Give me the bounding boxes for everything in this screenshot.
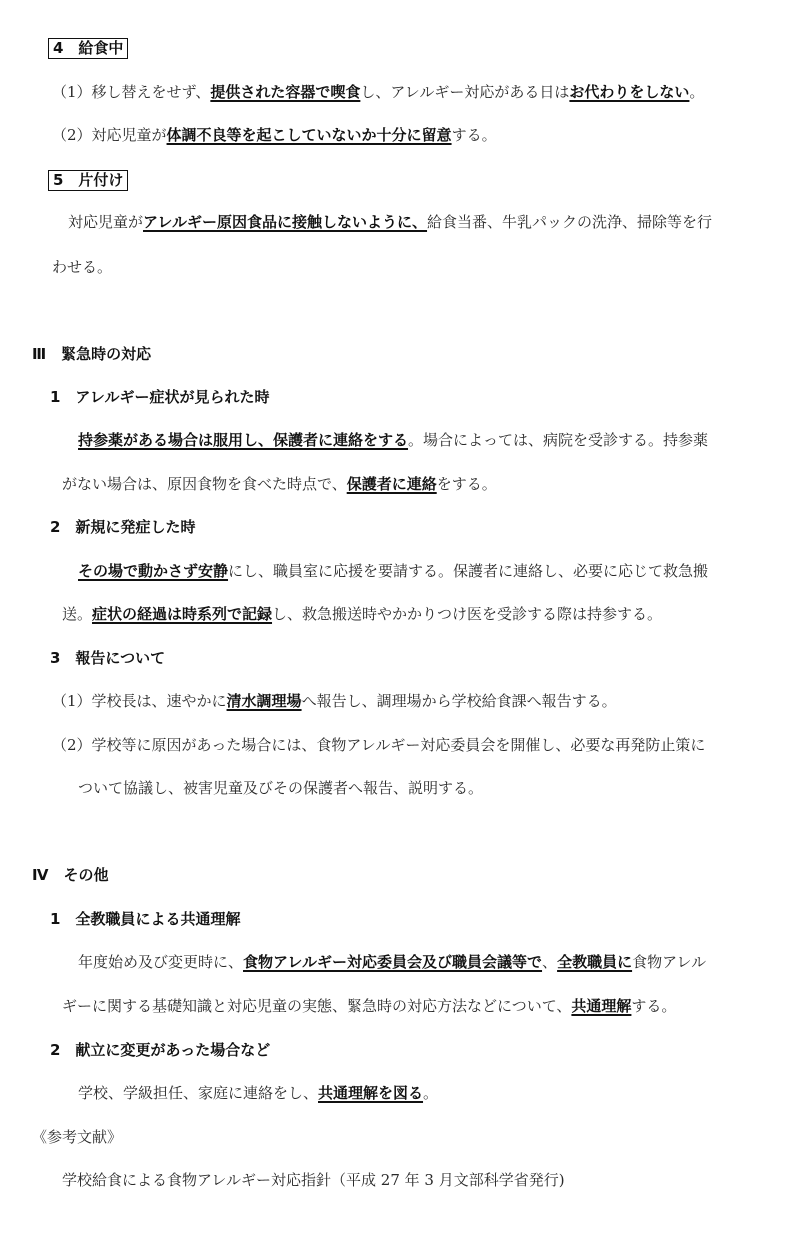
underlined-text: その場で動かさず安静 [78,562,229,580]
underlined-text: 提供された容器で喫食 [210,83,361,101]
chapter-3-sub-2-line-1 [78,561,708,581]
section-4-item-1 [52,82,704,102]
section-4-heading-box: 4 給食中 [48,38,128,59]
underlined-text: 共通理解 [571,997,632,1015]
chapter-4-sub-1-line-1 [78,952,706,972]
text: （2）対応児童が [52,126,167,144]
text: 。 [689,83,705,101]
text: する。 [451,126,497,144]
chapter-3-sub-1-line-2 [62,474,497,494]
chapter-4-sub-2-heading: 2 献立に変更があった場合など [50,1041,271,1059]
text: 学校、学級担任、家庭に連絡をし、 [78,1084,319,1102]
text: 送。 [62,605,93,623]
text: 年度始め及び変更時に、 [78,953,244,971]
underlined-text: お代わりをしない [569,83,690,101]
references-heading: 《参考文献》 [32,1128,123,1146]
chapter-3-heading: Ⅲ 緊急時の対応 [32,345,152,363]
text: をする。 [436,475,497,493]
text: （1）学校長は、速やかに [52,692,227,710]
underlined-text: 保護者に連絡 [346,475,437,493]
underlined-text: 症状の経過は時系列で記録 [92,605,273,623]
text: にし、職員室に応援を要請する。保護者に連絡し、必要に応じて救急搬 [228,562,709,580]
section-5-heading-box: 5 片付け [48,170,128,191]
chapter-3-sub-3-item-2-line-2: ついて協議し、被害児童及びその保護者へ報告、説明する。 [78,779,484,797]
text: へ報告し、調理場から学校給食課へ報告する。 [301,692,617,710]
section-4-item-2 [52,125,497,145]
text: ギーに関する基礎知識と対応児童の実態、緊急時の対応方法などについて、 [62,997,572,1015]
text: し、アレルギー対応がある日は [360,83,570,101]
chapter-3-sub-1-line-1 [78,430,708,450]
text: し、救急搬送時やかかりつけ医を受診する際は持参する。 [272,605,663,623]
chapter-3-sub-2-heading: 2 新規に発症した時 [50,518,196,536]
chapter-3-sub-3-item-1 [52,691,617,711]
text: 。 [423,1084,439,1102]
chapter-3-sub-1-heading: 1 アレルギー症状が見られた時 [50,388,270,406]
text: がない場合は、原因食物を食べた時点で、 [62,475,347,493]
text: 、 [542,953,558,971]
references-item: 学校給食による食物アレルギー対応指針（平成 27 年 3 月文部科学省発行) [62,1171,565,1189]
section-5-heading [48,170,128,190]
text: 。場合によっては、病院を受診する。持参薬 [408,431,709,449]
underlined-text: 食物アレルギー対応委員会及び職員会議等で [243,953,543,971]
text: 食物アレル [632,953,707,971]
chapter-4-sub-2-line-1 [78,1083,438,1103]
underlined-text: 体調不良等を起こしていないか十分に留意 [166,126,452,144]
chapter-4-sub-1-heading: 1 全教職員による共通理解 [50,910,241,928]
underlined-text: 持参薬がある場合は服用し、保護者に連絡をする [78,431,409,449]
section-5-paragraph-line-2: わせる。 [52,258,113,276]
section-5-paragraph-line-1 [68,212,712,232]
underlined-text: 清水調理場 [226,692,302,710]
text: 対応児童が [68,213,144,231]
underlined-text: 全教職員に [557,953,633,971]
text: 給食当番、牛乳パックの洗浄、掃除等を行 [427,213,713,231]
chapter-4-heading: Ⅳ その他 [32,866,109,884]
underlined-text: アレルギー原因食品に接触しないように、 [143,213,428,231]
text: する。 [631,997,677,1015]
text: （1）移し替えをせず、 [52,83,211,101]
underlined-text: 共通理解を図る [318,1084,424,1102]
chapter-3-sub-3-heading: 3 報告について [50,649,166,667]
chapter-3-sub-2-line-2 [62,604,662,624]
chapter-3-sub-3-item-2-line-1: （2）学校等に原因があった場合には、食物アレルギー対応委員会を開催し、必要な再発防止策に [52,736,706,754]
section-4-heading [48,38,128,58]
chapter-4-sub-1-line-2 [62,996,676,1016]
